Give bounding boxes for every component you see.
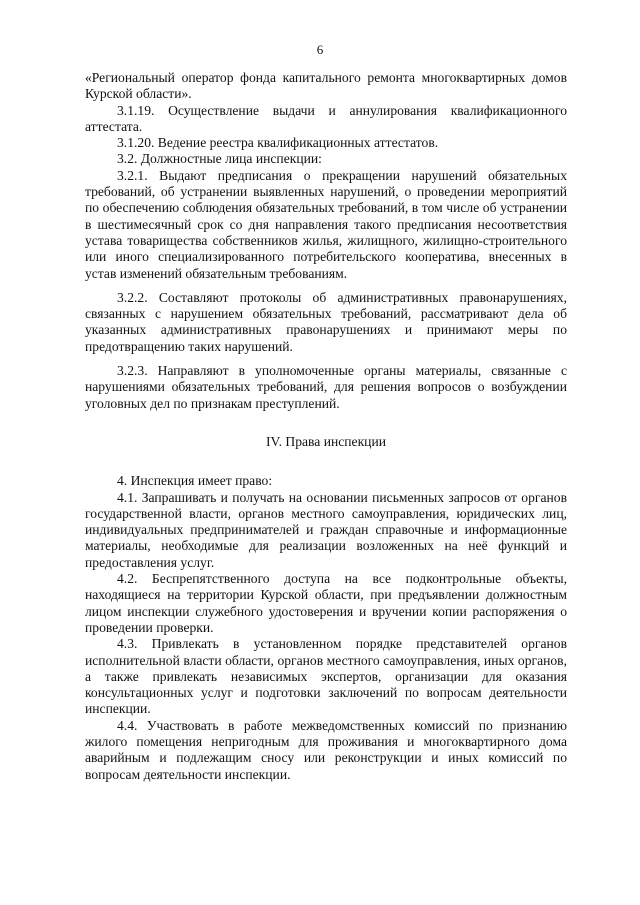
- paragraph-4-3: 4.3. Привлекать в установленном порядке представителей органов исполнительной власти области, органов местного самоуправления, иных органов, а также привлекать независимых экспертов, организации для оказания консультационных услуг и подготовки заключений по вопросам деятельности инспекции.: [85, 636, 567, 717]
- paragraph-4: 4. Инспекция имеет право:: [117, 473, 273, 489]
- page-number: 6: [316, 42, 324, 57]
- paragraph-3-2-2: 3.2.2. Составляют протоколы об административных правонарушениях, связанных с нарушением обязательных требований, рассматривают дела об указанных административных правонарушениях и принимают меры по предотвращению таких нарушений.: [85, 289, 567, 354]
- paragraph-4-4: 4.4. Участвовать в работе межведомственных комиссий по признанию жилого помещения непригодным для проживания и многоквартирного дома аварийным и подлежащим сносу или реконструкции и иных комиссий по вопросам деятельности инспекции.: [85, 717, 567, 782]
- paragraph-3-1-19: 3.1.19. Осуществление выдачи и аннулирования квалификационного аттестата.: [85, 102, 567, 134]
- document-body: [85, 70, 567, 783]
- paragraph-3-2-1: 3.2.1. Выдают предписания о прекращении нарушений обязательных требований, об устранении выявленных нарушений, о проведении мероприятий по обеспечению соблюдения обязательных требований, в том числе об устранении в шестимесячный срок со дня направления такого предписания несоответствия устава товарищества собственников жилья, жилищного, жилищно-строительного или иного специализированного потребительского кооператива, внесенных в устав изменений обязательным требованиям.: [85, 167, 567, 281]
- paragraph-4-1: 4.1. Запрашивать и получать на основании письменных запросов от органов государственной власти, органов местного самоуправления, юридических лиц, индивидуальных предпринимателей и граждан справочные и информационные материалы, необходимые для реализации возложенных на неё функций и предоставления услуг.: [85, 489, 567, 570]
- paragraph-3-1-20: 3.1.20. Ведение реестра квалификационных аттестатов.: [117, 135, 439, 151]
- paragraph-4-2: 4.2. Беспрепятственного доступа на все подконтрольные объекты, находящиеся на территории Курской области, при предъявлении должностным лицом инспекции служебного удостоверения и вручении копии распоряжения о проведении проверки.: [85, 571, 567, 635]
- paragraph-3-2-3: 3.2.3. Направляют в уполномоченные органы материалы, связанные с нарушениями обязательных требований, для решения вопросов о возбуждении уголовных дел по признакам преступлений.: [85, 363, 567, 411]
- paragraph-3-2: 3.2. Должностные лица инспекции:: [117, 151, 322, 167]
- section-heading: IV. Права инспекции: [265, 433, 387, 449]
- paragraph-regional-operator: «Региональный оператор фонда капитального ремонта многоквартирных домов Курской области».: [85, 70, 567, 102]
